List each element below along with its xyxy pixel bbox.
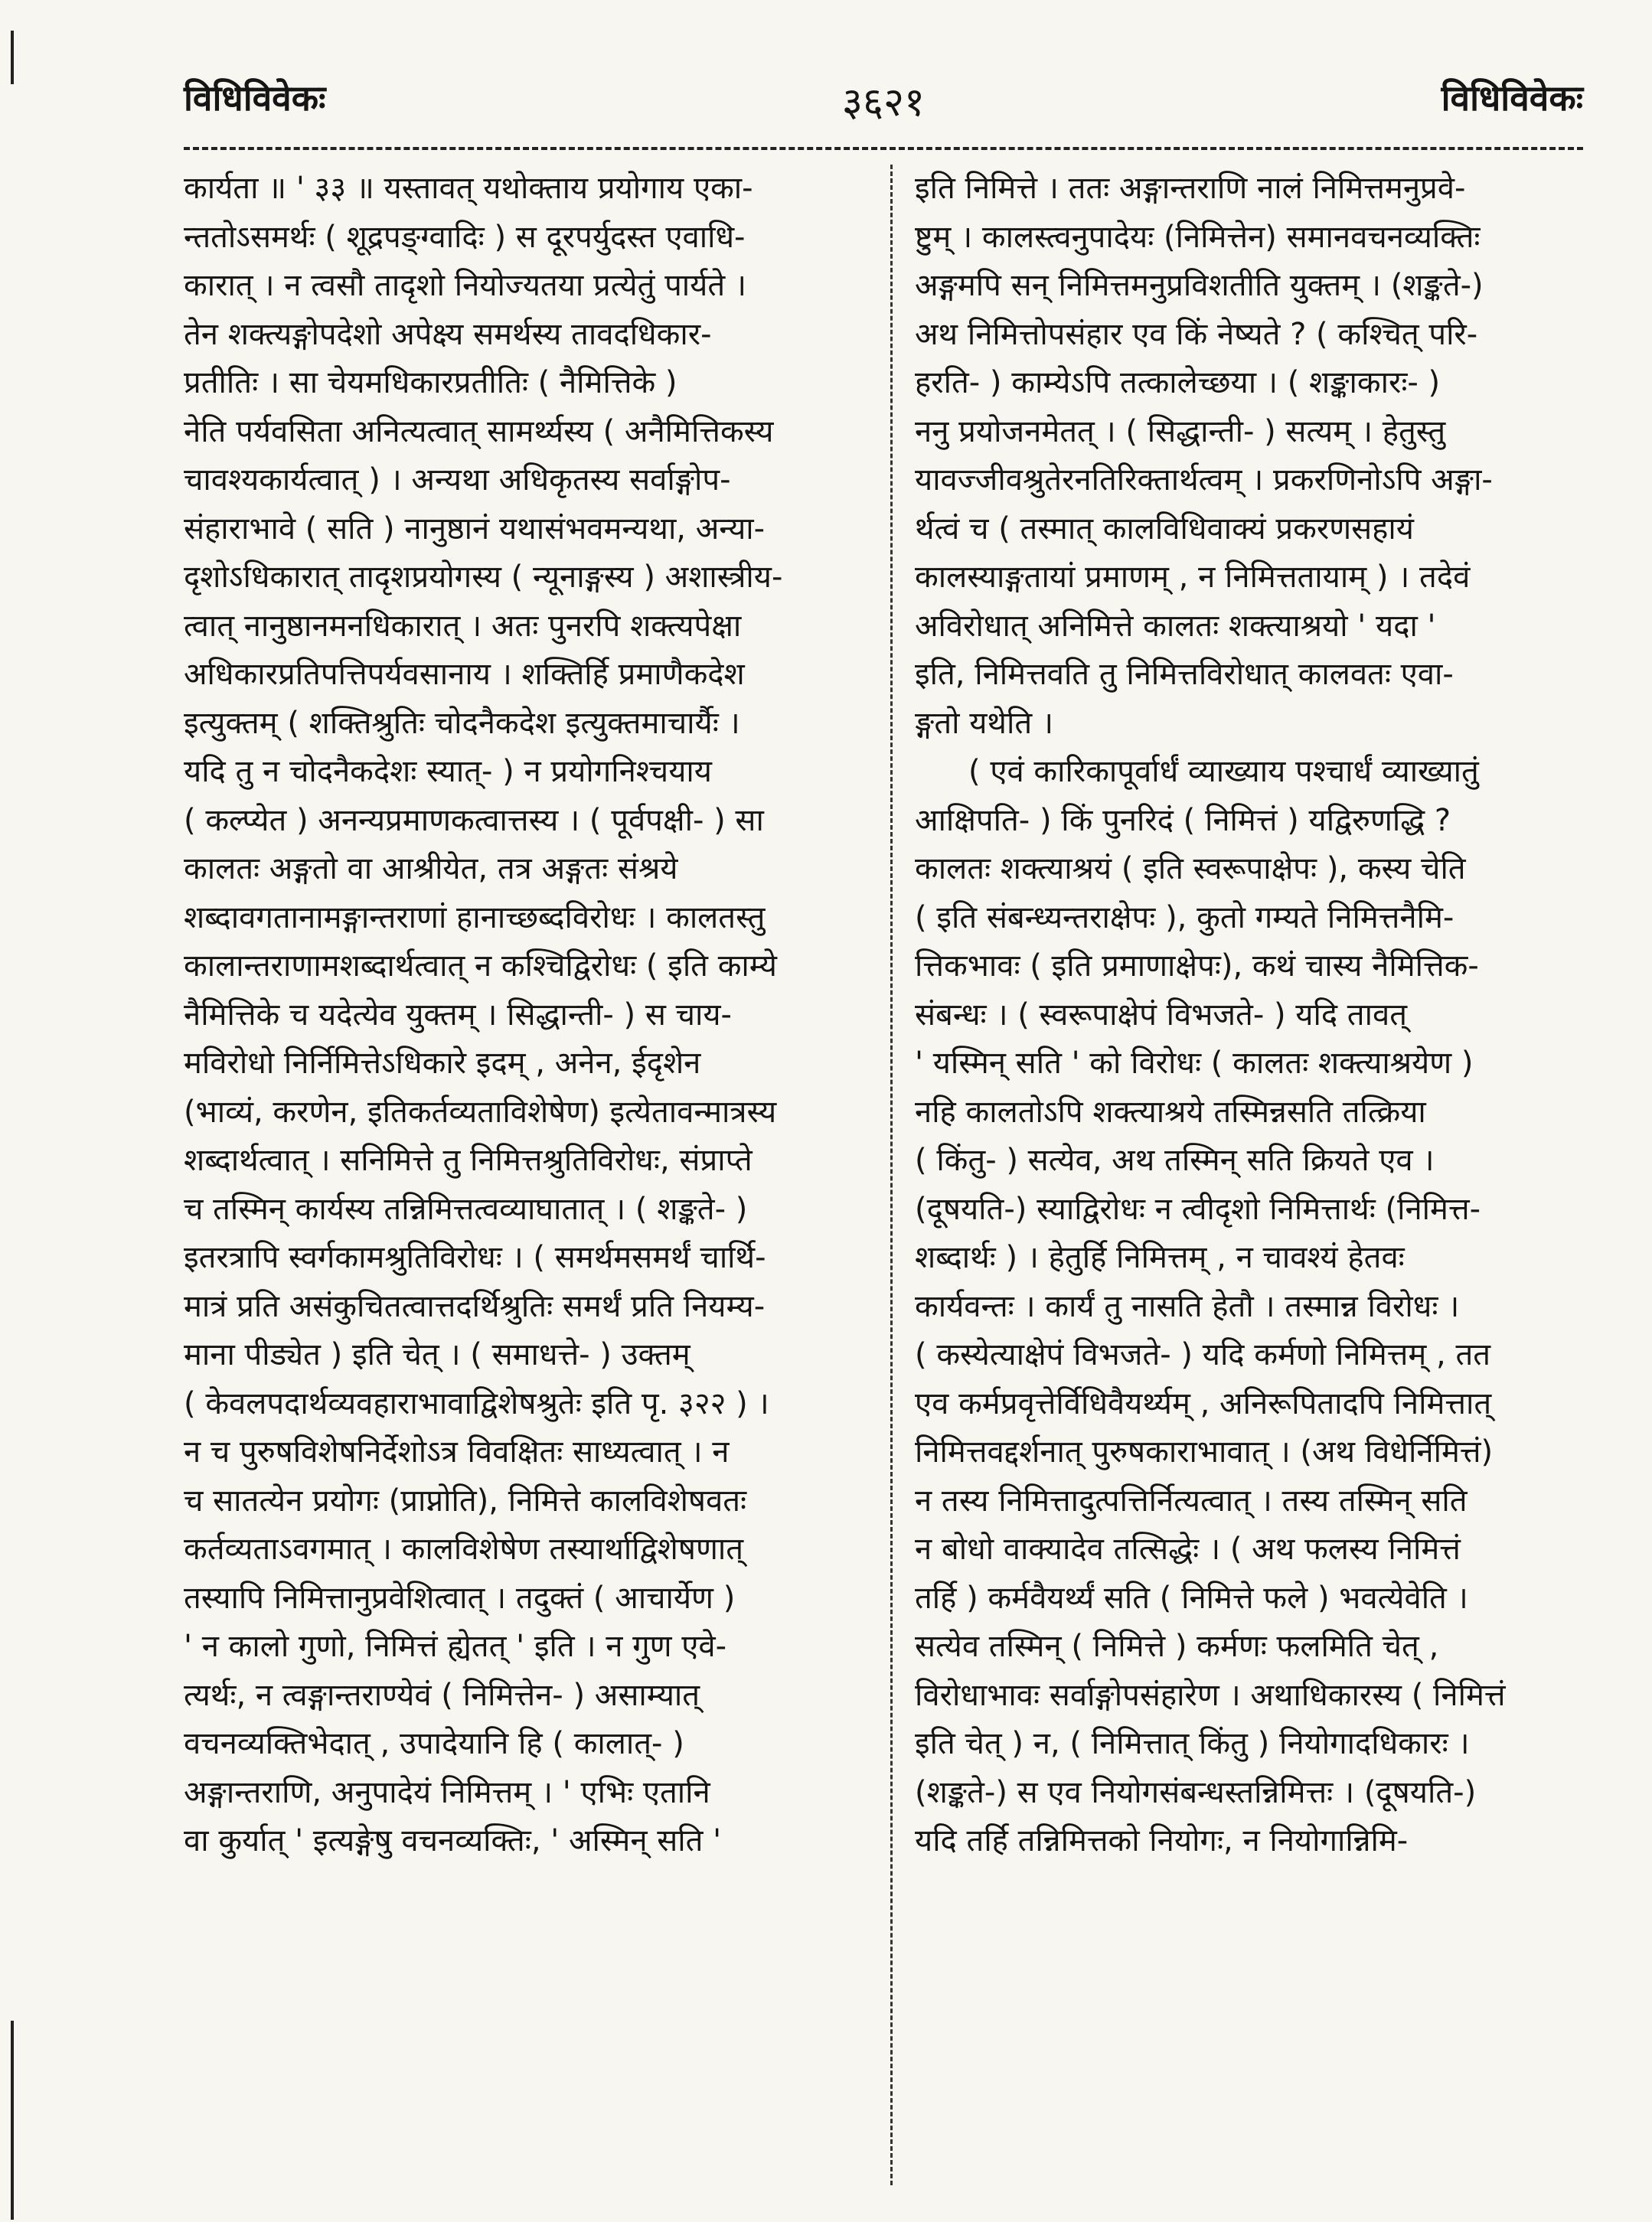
text-line: मविरोधो निर्निमित्तेऽधिकारे इदम् , अनेन, ईदृशेन <box>184 1046 701 1081</box>
text-line: संहाराभावे ( सति ) नानुष्ठानं यथासंभवमन्यथा, अन्या- <box>184 511 766 547</box>
text-line: च तस्मिन् कार्यस्य तन्निमित्तत्वव्याघातात् । ( शङ्कते- ) <box>184 1191 748 1227</box>
text-line: ' न कालो गुणो, निमित्तं ह्येतत् ' इति । न गुण एवे- <box>184 1629 727 1664</box>
text-line: इति निमित्ते । ततः अङ्गान्तराणि नालं निमित्तमनुप्रवे- <box>915 171 1466 206</box>
text-line: दृशोऽधिकारात् तादृशप्रयोगस्य ( न्यूनाङ्गस्य ) अशास्त्रीय- <box>184 560 783 595</box>
text-line: कर्तव्यताऽवगमात् । कालविशेषेण तस्यार्थाद्विशेषणात् <box>184 1532 744 1567</box>
scan-edge-mark-top <box>11 31 14 84</box>
left-column <box>184 165 873 1866</box>
text-line: अङ्गान्तराणि, अनुपादेयं निमित्तम् । ' एभिः एतानि <box>184 1774 710 1810</box>
text-line: माना पीड्येत ) इति चेत् । ( समाधत्ते- ) उक्तम् <box>184 1337 691 1372</box>
header-rule <box>184 147 1583 150</box>
text-line: कारात् । न त्वसौ तादृशो नियोज्यतया प्रत्येतुं पार्यते । <box>184 268 747 303</box>
text-line: संबन्धः । ( स्वरूपाक्षेपं विभजते- ) यदि तावत् <box>915 997 1408 1033</box>
text-line: नैमित्तिके च यदेत्येव युक्तम् । सिद्धान्ती- ) स चाय- <box>184 997 732 1033</box>
text-line: निमित्तवद्दर्शनात् पुरुषकाराभावात् । (अथ विधेर्निमित्तं) <box>915 1434 1494 1470</box>
text-line: यावज्जीवश्रुतेरनतिरिक्तार्थत्वम् । प्रकरणिनोऽपि अङ्गा- <box>915 462 1493 498</box>
text-line: एव कर्मप्रवृत्तेर्विधिवैयर्थ्यम् , अनिरूपितादपि निमित्तात् <box>915 1385 1492 1421</box>
text-line: ( कल्प्येत ) अनन्यप्रमाणकत्वात्तस्य । ( पूर्वपक्षी- ) सा <box>184 802 764 838</box>
text-line: यदि तु न चोदनैकदेशः स्यात्- ) न प्रयोगनिश्चयाय <box>184 754 712 789</box>
text-line: इतरत्रापि स्वर्गकामश्रुतिविरोधः । ( समर्थमसमर्थं चार्थि- <box>184 1240 766 1275</box>
text-line: त्वात् नानुष्ठानमनधिकारात् । अतः पुनरपि शक्त्यपेक्षा <box>184 608 742 644</box>
text-line: नेति पर्यवसिता अनित्यत्वात् सामर्थ्यस्य ( अनैमित्तिकस्य <box>184 413 774 449</box>
text-line: च सातत्येन प्रयोगः (प्राप्नोति), निमित्ते कालविशेषवतः <box>184 1483 747 1519</box>
text-line: कालतः अङ्गतो वा आश्रीयेत, तत्र अङ्गतः संश्रये <box>184 851 678 886</box>
text-line: ( केवलपदार्थव्यवहाराभावाद्विशेषश्रुतेः इति पृ. ३२२ ) । <box>184 1385 769 1421</box>
text-line: कालान्तराणामशब्दार्थत्वात् न कश्चिद्विरोधः ( इति काम्ये <box>184 948 777 984</box>
text-line: शब्दार्थः ) । हेतुर्हि निमित्तम् , न चावश्यं हेतवः <box>915 1240 1405 1275</box>
header-right-title: विधिविवेकः <box>1441 77 1583 119</box>
text-line: ङ्गतो यथेति । <box>915 705 1053 741</box>
text-line: कार्यता ॥ ' ३३ ॥ यस्तावत् यथोक्ताय प्रयोगाय एका- <box>184 171 753 206</box>
text-line: शब्दार्थत्वात् । सनिमित्ते तु निमित्तश्रुतिविरोधः, संप्राप्ते <box>184 1143 753 1178</box>
text-line: त्यर्थः, न त्वङ्गान्तराण्येवं ( निमित्तेन- ) असाम्यात् <box>184 1677 700 1713</box>
page-number: ३६२१ <box>841 80 926 126</box>
text-line: ( एवं कारिकापूर्वार्धं व्याख्याय पश्चार्धं व्याख्यातुं <box>968 754 1479 789</box>
text-line: न च पुरुषविशेषनिर्देशोऽत्र विवक्षितः साध्यत्वात् । न <box>184 1434 730 1470</box>
text-line: र्थत्वं च ( तस्मात् कालविधिवाक्यं प्रकरणसहायं <box>915 511 1414 547</box>
text-line: न तस्य निमित्तादुत्पत्तिर्नित्यत्वात् । तस्य तस्मिन् सति <box>915 1483 1468 1519</box>
text-line: वचनव्यक्तिभेदात् , उपादेयानि हि ( कालात्- ) <box>184 1726 684 1761</box>
text-line: त्तिकभावः ( इति प्रमाणाक्षेपः), कथं चास्य नैमित्तिक- <box>915 948 1479 984</box>
text-line: चावश्यकार्यत्वात् ) । अन्यथा अधिकृतस्य सर्वाङ्गोप- <box>184 462 731 498</box>
text-line: तस्यापि निमित्तानुप्रवेशित्वात् । तदुक्तं ( आचार्येण ) <box>184 1580 736 1616</box>
text-line: (भाव्यं, करणेन, इतिकर्तव्यताविशेषेण) इत्येतावन्मात्रस्य <box>184 1094 777 1130</box>
text-line: तेन शक्त्यङ्गोपदेशो अपेक्ष्य समर्थस्य तावदधिकार- <box>184 316 712 352</box>
header-left-title: विधिविवेकः <box>184 77 326 119</box>
text-line: न बोधो वाक्यादेव तत्सिद्धेः । ( अथ फलस्य निमित्तं <box>915 1532 1461 1567</box>
text-line: अङ्गमपि सन् निमित्तमनुप्रविशतीति युक्तम् । (शङ्कते-) <box>915 268 1484 303</box>
text-line: अधिकारप्रतिपत्तिपर्यवसानाय । शक्तिर्हि प्रमाणैकदेश <box>184 657 745 692</box>
text-line: आक्षिपति- ) किं पुनरिदं ( निमित्तं ) यद्विरुणद्धि ? <box>915 802 1451 838</box>
text-line: प्रतीतिः । सा चेयमधिकारप्रतीतिः ( नैमित्तिके ) <box>184 365 677 400</box>
text-line: कालस्याङ्गतायां प्रमाणम् , न निमित्ततायाम् ) । तदेवं <box>915 560 1471 595</box>
running-header <box>184 73 1583 135</box>
text-line: सत्येव तस्मिन् ( निमित्ते ) कर्मणः फलमिति चेत् , <box>915 1629 1439 1664</box>
text-line: नहि कालतोऽपि शक्त्याश्रये तस्मिन्नसति तत्क्रिया <box>915 1094 1426 1130</box>
text-line: (दूषयति-) स्याद्विरोधः न त्वीदृशो निमित्तार्थः (निमित्त- <box>915 1191 1481 1227</box>
text-line: ष्टुम् । कालस्त्वनुपादेयः (निमित्तेन) समानवचनव्यक्तिः <box>915 219 1481 255</box>
text-line: मात्रं प्रति असंकुचितत्वात्तदर्थिश्रुतिः समर्थं प्रति नियम्य- <box>184 1288 766 1324</box>
text-line: कार्यवन्तः । कार्यं तु नासति हेतौ । तस्मान्न विरोधः । <box>915 1288 1460 1324</box>
right-column <box>915 165 1596 1866</box>
text-line: अथ निमित्तोपसंहार एव किं नेष्यते ? ( कश्चित् परि- <box>915 316 1478 352</box>
text-line: इति चेत् ) न, ( निमित्तात् किंतु ) नियोगादधिकारः । <box>915 1726 1470 1761</box>
text-line: ' यस्मिन् सति ' को विरोधः ( कालतः शक्त्याश्रयेण ) <box>915 1046 1474 1081</box>
text-line: हरति- ) काम्येऽपि तत्कालेच्छया । ( शङ्काकारः- ) <box>915 365 1441 400</box>
text-line: वा कुर्यात् ' इत्यङ्गेषु वचनव्यक्तिः, ' अस्मिन् सति ' <box>184 1823 722 1858</box>
text-line: न्ततोऽसमर्थः ( शूद्रपङ्ग्वादिः ) स दूरपर्युदस्त एवाधि- <box>184 219 746 255</box>
text-line: इति, निमित्तवति तु निमित्तविरोधात् कालवतः एवा- <box>915 657 1454 692</box>
text-line: ( किंतु- ) सत्येव, अथ तस्मिन् सति क्रियते एव । <box>915 1143 1435 1178</box>
text-line: ( कस्येत्याक्षेपं विभजते- ) यदि कर्मणो निमित्तम् , तत <box>915 1337 1491 1372</box>
scan-edge-mark-bottom <box>11 2021 14 2220</box>
text-line: यदि तर्हि तन्निमित्तको नियोगः, न नियोगान्निमि- <box>915 1823 1409 1858</box>
text-line: ननु प्रयोजनमेतत् । ( सिद्धान्ती- ) सत्यम् । हेतुस्तु <box>915 413 1446 449</box>
text-line: विरोधाभावः सर्वाङ्गोपसंहारेण । अथाधिकारस्य ( निमित्तं <box>915 1677 1506 1713</box>
text-line: ( इति संबन्ध्यन्तराक्षेपः ), कुतो गम्यते निमित्तनैमि- <box>915 899 1454 935</box>
text-line: शब्दावगतानामङ्गान्तराणां हानाच्छब्दविरोधः । कालतस्तु <box>184 899 766 935</box>
text-line: अविरोधात् अनिमित्ते कालतः शक्त्याश्रयो ' यदा ' <box>915 608 1436 644</box>
text-line: कालतः शक्त्याश्रयं ( इति स्वरूपाक्षेपः ), कस्य चेति <box>915 851 1466 886</box>
text-line: तर्हि ) कर्मवैयर्थ्यं सति ( निमित्ते फले ) भवत्येवेति । <box>915 1580 1468 1616</box>
text-line: इत्युक्तम् ( शक्तिश्रुतिः चोदनैकदेश इत्युक्तमाचार्यैः । <box>184 705 740 741</box>
text-line: (शङ्कते-) स एव नियोगसंबन्धस्तन्निमित्तः । (दूषयति-) <box>915 1774 1477 1810</box>
column-divider <box>890 165 893 2185</box>
